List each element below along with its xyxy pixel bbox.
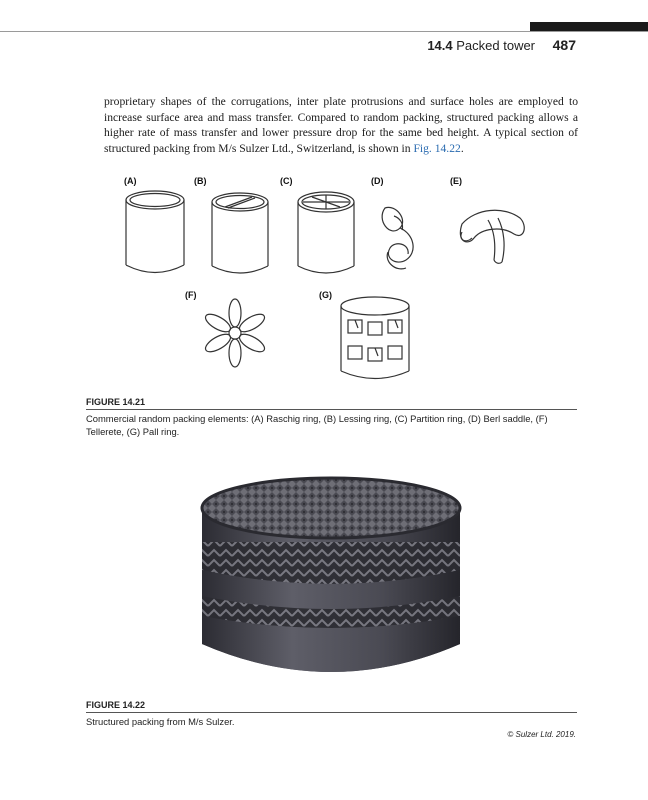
running-head bbox=[427, 37, 576, 53]
figure-14-21-drawing bbox=[100, 168, 560, 390]
figure-14-22-caption: Structured packing from M/s Sulzer. bbox=[86, 716, 235, 727]
page-number: 487 bbox=[552, 37, 576, 53]
label-e: (E) bbox=[450, 176, 462, 186]
figure-14-22-credit: © Sulzer Ltd. 2019. bbox=[507, 730, 576, 739]
section-number: 14.4 bbox=[427, 38, 453, 53]
intalox-saddle-drawing bbox=[460, 210, 524, 263]
header-rule bbox=[0, 31, 648, 32]
label-d: (D) bbox=[371, 176, 384, 186]
label-f: (F) bbox=[185, 290, 197, 300]
header-bar bbox=[530, 22, 648, 31]
paragraph-end: . bbox=[460, 141, 464, 155]
partition-ring-drawing bbox=[298, 192, 354, 273]
tellerette-drawing bbox=[203, 299, 267, 367]
figure-14-21-caption-rule bbox=[86, 409, 577, 410]
figure-14-22-caption-rule bbox=[86, 712, 577, 713]
label-a: (A) bbox=[124, 176, 137, 186]
paragraph-text: proprietary shapes of the corrugations, inter plate protrusions and surface holes are employed to increase surface area and mass transfer. Compared to random packing, structured packing allows a higher rate of mass transfer and lower pressure drop for the same bed height. A typical section of structured packing from M/s Sulzer Ltd., Switzerland, is shown in bbox=[104, 95, 578, 155]
berl-saddle-drawing bbox=[382, 207, 413, 269]
label-c: (C) bbox=[280, 176, 293, 186]
figure-14-21-title: FIGURE 14.21 bbox=[86, 397, 146, 407]
figure-reference-link[interactable]: Fig. 14.22 bbox=[413, 141, 461, 155]
section-title: Packed tower bbox=[456, 38, 536, 53]
pall-ring-drawing bbox=[341, 297, 409, 379]
figure-14-22-photo bbox=[196, 468, 466, 690]
body-paragraph bbox=[104, 94, 578, 156]
label-g: (G) bbox=[319, 290, 332, 300]
label-b: (B) bbox=[194, 176, 207, 186]
raschig-ring-drawing bbox=[126, 191, 184, 273]
figure-14-22-title: FIGURE 14.22 bbox=[86, 700, 146, 710]
figure-14-21-caption: Commercial random packing elements: (A) Raschig ring, (B) Lessing ring, (C) Partition ring, (D) Berl saddle, (F) Tellerete, (G) Pall ring. bbox=[86, 413, 548, 438]
lessing-ring-drawing bbox=[212, 193, 268, 273]
